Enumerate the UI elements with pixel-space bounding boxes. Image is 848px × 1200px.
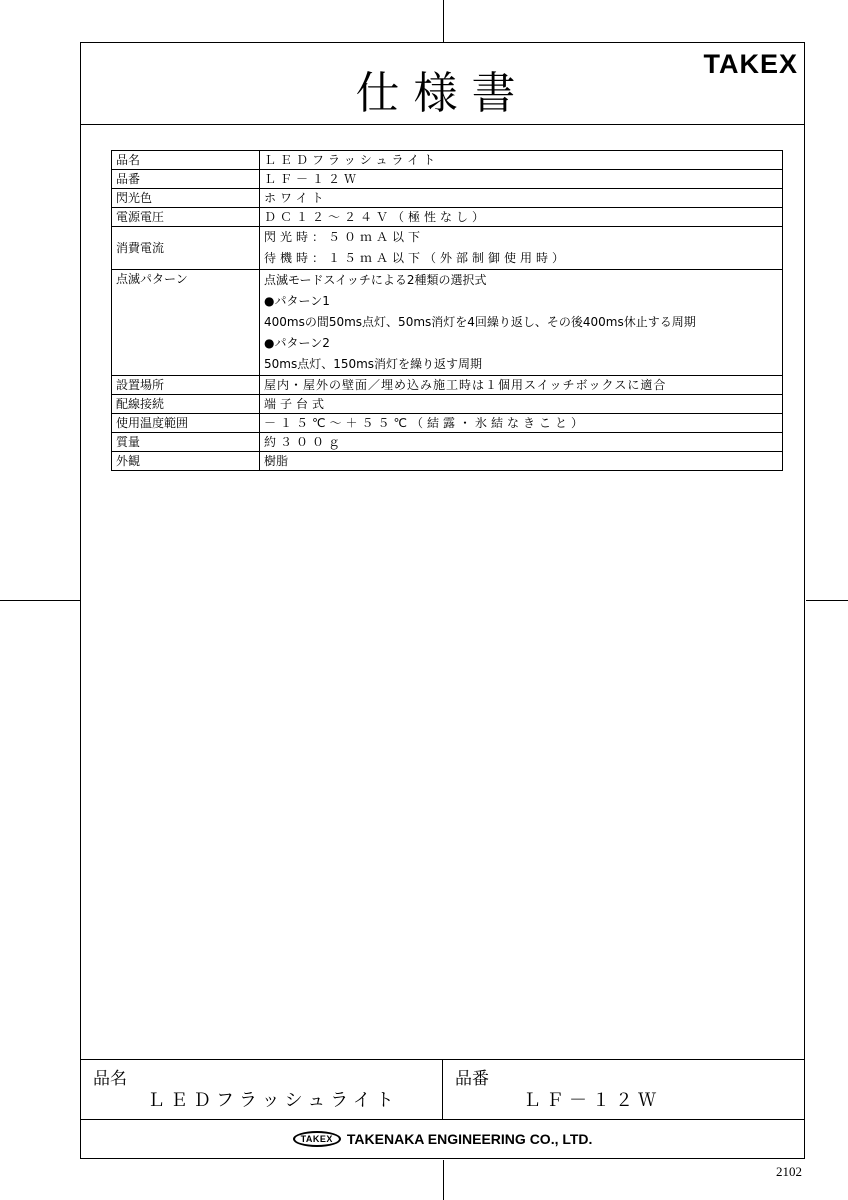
spec-value: －１５℃～＋５５℃（結露・氷結なきこと） — [260, 414, 783, 433]
spec-label: 点滅パターン — [112, 270, 260, 376]
spec-label: 品名 — [112, 151, 260, 170]
table-row — [112, 170, 783, 189]
spec-label: 電源電圧 — [112, 208, 260, 227]
spec-value-line: 50ms点灯、150ms消灯を繰り返す周期 — [264, 357, 483, 371]
footer-product-code-cell — [443, 1060, 804, 1120]
table-row — [112, 395, 783, 414]
table-row — [112, 151, 783, 170]
footer-product-name-cell — [81, 1060, 443, 1120]
spec-value-line: 400msの間50ms点灯、50ms消灯を4回繰り返し、その後400ms休止する周期 — [264, 315, 696, 329]
footer-name-value: ＬＥＤフラッシュライト — [147, 1090, 399, 1111]
spec-label: 消費電流 — [112, 227, 260, 270]
document-title: 仕様書 — [355, 68, 530, 119]
brand-logo: TAKEX — [703, 49, 798, 79]
registration-mark-bottom — [443, 1160, 444, 1200]
spec-value: ＬＥＤフラッシュライト — [260, 151, 783, 170]
spec-label: 閃光色 — [112, 189, 260, 208]
spec-value-multiline — [260, 270, 783, 376]
spec-value: ＬＦ－１２Ｗ — [260, 170, 783, 189]
spec-value: ＤＣ１２～２４Ｖ（極性なし） — [260, 208, 783, 227]
spec-label: 設置場所 — [112, 376, 260, 395]
footer-code-label: 品番 — [455, 1069, 489, 1089]
document-header — [81, 43, 804, 125]
table-row — [112, 270, 783, 376]
spec-value: ホワイト — [260, 189, 783, 208]
table-row — [112, 433, 783, 452]
footer-name-label: 品名 — [93, 1069, 127, 1089]
spec-value-line: 点滅モードスイッチによる2種類の選択式 — [264, 273, 487, 287]
table-row — [112, 208, 783, 227]
table-row — [112, 227, 783, 270]
document-frame — [80, 42, 805, 1159]
spec-label: 外観 — [112, 452, 260, 471]
table-row — [112, 189, 783, 208]
spec-value: 約３００ｇ — [260, 433, 783, 452]
spec-value-line: 待機時：１５ｍＡ以下（外部制御使用時） — [264, 251, 569, 265]
registration-mark-right — [806, 600, 848, 601]
spec-value-line: ●パターン1 — [264, 294, 330, 308]
spec-value: 端子台式 — [260, 395, 783, 414]
spec-label: 使用温度範囲 — [112, 414, 260, 433]
spec-value-line: ●パターン2 — [264, 336, 330, 350]
registration-mark-top — [443, 0, 444, 43]
spec-value: 屋内・屋外の壁面／埋め込み施工時は１個用スイッチボックスに適合 — [260, 376, 783, 395]
spec-value: 樹脂 — [260, 452, 783, 471]
spec-table — [111, 150, 783, 471]
registration-mark-left — [0, 600, 81, 601]
company-name: TAKENAKA ENGINEERING CO., LTD. — [346, 1130, 593, 1147]
spec-value-multiline — [260, 227, 783, 270]
company-logo-icon: TAKEX — [293, 1131, 341, 1147]
footer-code-value: ＬＦ－１２Ｗ — [523, 1090, 661, 1111]
company-block — [81, 1120, 804, 1157]
table-row — [112, 376, 783, 395]
document-number: 2102 — [776, 1164, 802, 1179]
spec-value-line: 閃光時：５０ｍＡ以下 — [264, 230, 425, 244]
table-row — [112, 414, 783, 433]
table-row — [112, 452, 783, 471]
title-block — [81, 1059, 804, 1158]
spec-label: 品番 — [112, 170, 260, 189]
spec-label: 質量 — [112, 433, 260, 452]
spec-label: 配線接続 — [112, 395, 260, 414]
